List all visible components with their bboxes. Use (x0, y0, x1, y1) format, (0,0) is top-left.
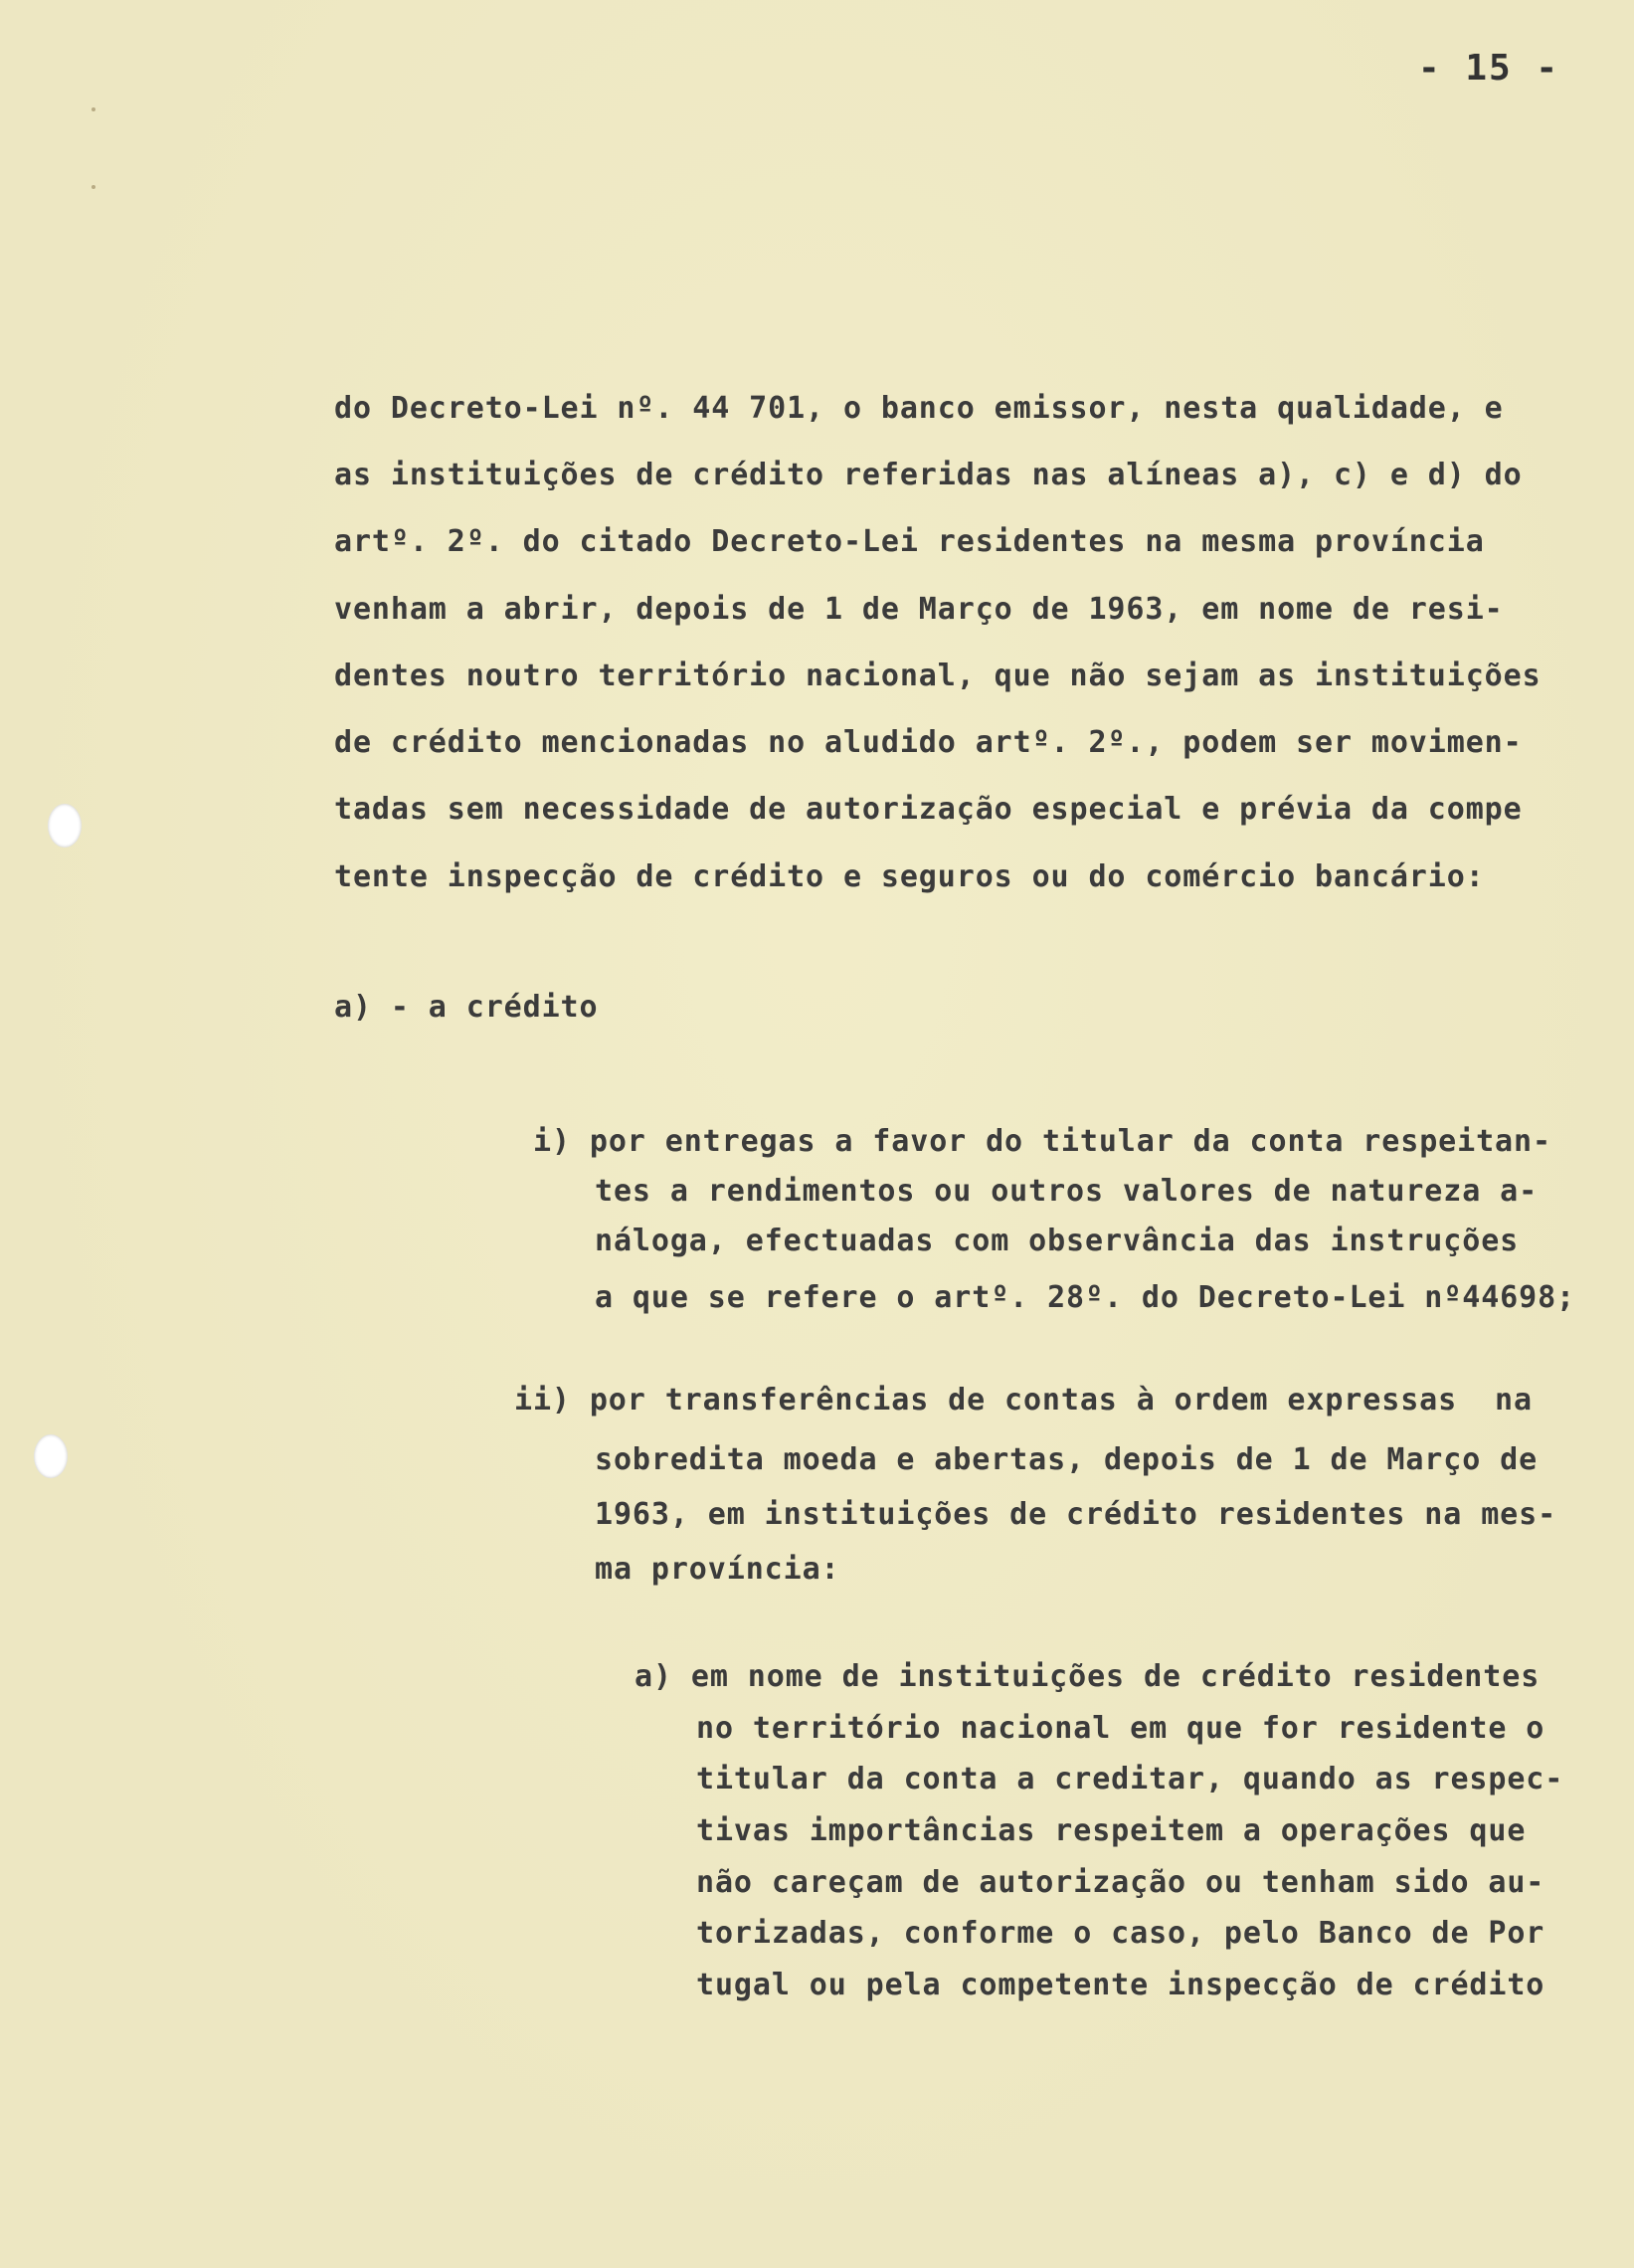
paragraph-line: tente inspecção de crédito e seguros ou do comércio bancário: (334, 859, 1485, 894)
item-ii-line: 1963, em instituições de crédito residentes na mes- (595, 1497, 1557, 1532)
paragraph-line: as instituições de crédito referidas nas alíneas a), c) e d) do (334, 458, 1523, 492)
paragraph-line: tadas sem necessidade de autorização especial e prévia da compe (334, 792, 1523, 827)
paper-speck (91, 107, 95, 111)
item-ii-line: sobredita moeda e abertas, depois de 1 de Março de (595, 1442, 1539, 1477)
paragraph-line: dentes noutro território nacional, que não sejam as instituições (334, 659, 1542, 693)
section-heading-a: a) - a crédito (334, 990, 599, 1025)
subitem-a-line: a) em nome de instituições de crédito residentes (635, 1659, 1541, 1694)
subitem-a-line: não careçam de autorização ou tenham sido au- (696, 1865, 1545, 1900)
page-number: - 15 - (1418, 48, 1560, 89)
subitem-a-line: torizadas, conforme o caso, pelo Banco de Por (696, 1916, 1545, 1951)
subitem-a-line: no território nacional em que for residente o (696, 1711, 1545, 1746)
punch-hole-upper (48, 804, 82, 848)
item-i-line: náloga, efectuadas com observância das instruções (595, 1224, 1520, 1258)
subitem-a-line: tivas importâncias respeitem a operações que (696, 1813, 1527, 1848)
item-i-line: a que se refere o artº. 28º. do Decreto-Lei nº44698; (595, 1280, 1575, 1315)
punch-hole-lower (34, 1434, 68, 1478)
item-i-line: tes a rendimentos ou outros valores de natureza a- (595, 1174, 1539, 1209)
item-ii-line: ma província: (595, 1552, 840, 1587)
item-i-line: i) por entregas a favor do titular da conta respeitan- (533, 1124, 1551, 1159)
paragraph-line: artº. 2º. do citado Decreto-Lei residentes na mesma província (334, 524, 1485, 559)
subitem-a-line: tugal ou pela competente inspecção de crédito (696, 1968, 1545, 2002)
paragraph-line: do Decreto-Lei nº. 44 701, o banco emissor, nesta qualidade, e (334, 391, 1504, 426)
paragraph-line: de crédito mencionadas no aludido artº. 2º., podem ser movimen- (334, 725, 1523, 760)
subitem-a-line: titular da conta a creditar, quando as respec- (696, 1762, 1564, 1796)
paper-speck (91, 185, 95, 189)
paragraph-line: venham a abrir, depois de 1 de Março de 1963, em nome de resi- (334, 592, 1504, 627)
item-ii-line: ii) por transferências de contas à ordem expressas na (514, 1383, 1533, 1418)
